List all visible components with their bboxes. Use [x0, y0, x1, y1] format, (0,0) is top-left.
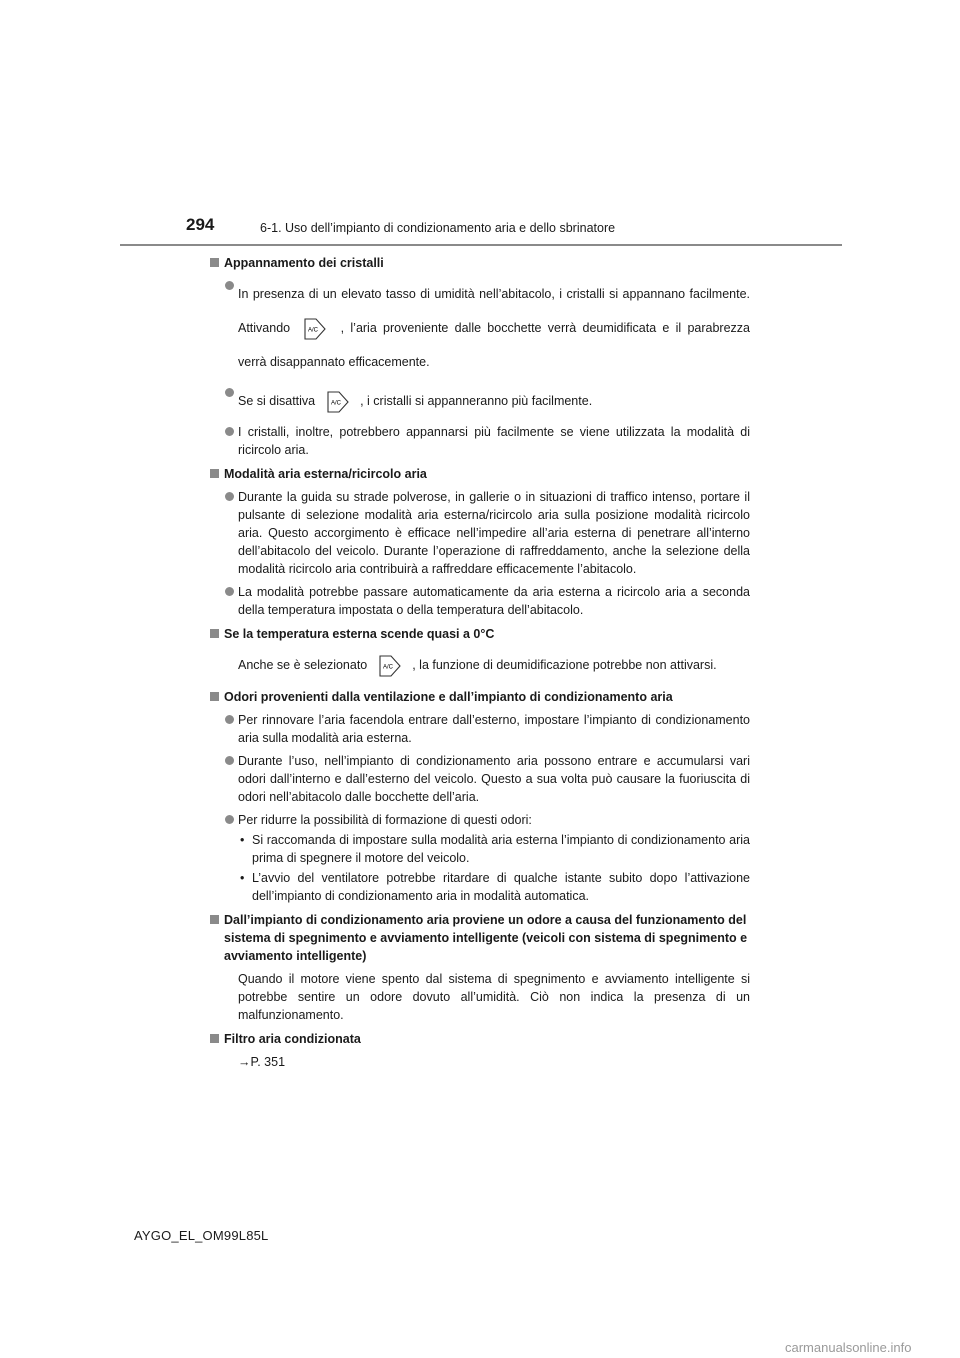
- bullet-odor-accumulation: Durante l’uso, nell’impianto di condizionamento aria possono entrare e accumularsi vari odori dall’interno e dall’esterno del veicolo. Questo a sua volta può causare la fuoriuscita di odori nell’abitacolo dalle bocchette dell’aria.: [210, 752, 750, 806]
- bullet-recirculation-fog: I cristalli, inoltre, potrebbero appannarsi più facilmente se viene utilizzata la modalità di ricircolo aria.: [210, 423, 750, 459]
- watermark: carmanualsonline.info: [785, 1340, 912, 1355]
- section-title-stop-start-odor: Dall’impianto di condizionamento aria proviene un odore a causa del funzionamento del sistema di spegnimento e avviamento intelligente (veicoli con sistema di spegnimento e avviamento intelligente): [210, 911, 750, 965]
- bullet-humidity: [210, 277, 750, 379]
- bullet-ac-off: [210, 384, 750, 418]
- bullet-text: , l’aria proveniente dalle bocchette verrà deumidificata e il parabrezza verrà disappannato efficacemente.: [238, 321, 750, 369]
- bullet-text: Se si disattiva: [238, 394, 316, 408]
- section-title-air-filter: Filtro aria condizionata: [210, 1030, 750, 1048]
- bullet-dusty-roads: Durante la guida su strade polverose, in gallerie o in situazioni di traffico intenso, portare il pulsante di selezione modalità aria esterna/ricircolo aria sulla posizione modalità ricircolo aria. Questo accorgimento è efficace nell’impedire all’aria esterna di penetrare all’interno dell’abitacolo del veicolo. Durante l’operazione di raffreddamento, anche la selezione della modalità ricircolo aria contribuirà a raffreddare efficacemente l’abitacolo.: [210, 488, 750, 578]
- section-header-title: 6-1. Uso dell’impianto di condizionamento aria e dello sbrinatore: [260, 221, 616, 235]
- svg-text:A/C: A/C: [330, 400, 341, 407]
- subbullet-outside-air: [210, 831, 750, 867]
- ac-button-icon: [323, 387, 353, 417]
- bullet-text: , i cristalli si appanneranno più facilmente.: [360, 394, 593, 408]
- page-reference-link[interactable]: →P. 351: [238, 1055, 286, 1069]
- subbullet-fan-delay: [210, 869, 750, 905]
- subbullet-text: L’avvio del ventilatore potrebbe ritardare di qualche istante subito dopo l’attivazione dell’impianto di condizionamento aria in modalità automatica.: [252, 871, 750, 903]
- svg-text:A/C: A/C: [308, 327, 319, 334]
- bullet-reduce-odors: Per ridurre la possibilità di formazione di questi odori:: [210, 811, 750, 829]
- manual-code: AYGO_EL_OM99L85L: [134, 1228, 269, 1243]
- page-number: 294: [186, 215, 215, 234]
- bullet-text: In presenza di un elevato tasso di umidità nell’abitacolo, i cristalli si appannano facilmente. Attivando: [238, 287, 750, 335]
- paragraph-text: Anche se è selezionato: [238, 658, 368, 672]
- section-title-low-temperature: Se la temperatura esterna scende quasi a 0°C: [210, 625, 750, 643]
- paragraph-low-temperature: [210, 648, 750, 682]
- section-title-odors: Odori provenienti dalla ventilazione e dall’impianto di condizionamento aria: [210, 688, 750, 706]
- subbullet-dot: •: [240, 871, 245, 885]
- section-title-air-mode: Modalità aria esterna/ricircolo aria: [210, 465, 750, 483]
- ac-button-icon: [300, 314, 330, 344]
- subbullet-text: Si raccomanda di impostare sulla modalità aria esterna l’impianto di condizionamento aria prima di spegnere il motore del veicolo.: [252, 833, 750, 865]
- svg-text:A/C: A/C: [382, 664, 393, 671]
- header-divider: [120, 244, 842, 246]
- page-header: [0, 0, 960, 250]
- subbullet-dot: •: [240, 833, 245, 847]
- bullet-fresh-air: Per rinnovare l’aria facendola entrare dall’esterno, impostare l’impianto di condizionamento aria sulla modalità aria esterna.: [210, 711, 750, 747]
- section-title-fogging: Appannamento dei cristalli: [210, 254, 750, 272]
- paragraph-stop-start: Quando il motore viene spento dal sistema di spegnimento e avviamento intelligente si potrebbe sentire un odore dovuto all’umidità. Ciò non indica la presenza di un malfunzionamento.: [238, 972, 750, 1022]
- manual-content: [210, 254, 750, 1071]
- bullet-auto-switch: La modalità potrebbe passare automaticamente da aria esterna a ricircolo aria a seconda della temperatura impostata o della temperatura dell’abitacolo.: [210, 583, 750, 619]
- paragraph-text: , la funzione di deumidificazione potrebbe non attivarsi.: [412, 658, 717, 672]
- ac-button-icon: [375, 651, 405, 681]
